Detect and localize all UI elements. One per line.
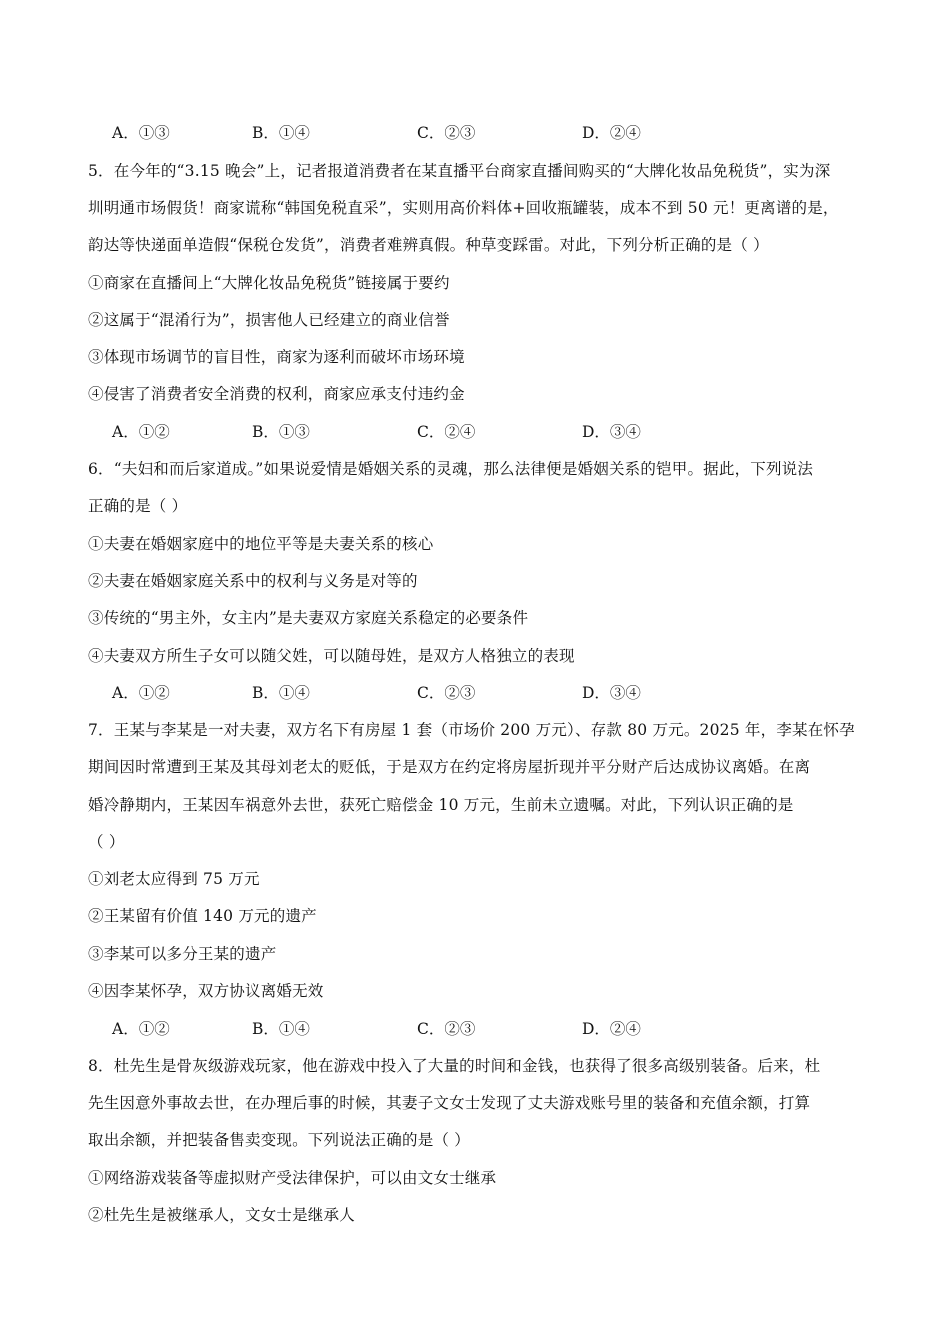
q8-statement-2: ②杜先生是被继承人，文女士是继承人	[88, 1206, 355, 1224]
q6-option-b: B．①④	[252, 684, 310, 702]
q7-options	[112, 1018, 812, 1040]
q4-option-d: D．②④	[582, 124, 641, 142]
q5-option-b: B．①③	[252, 423, 310, 441]
q7-option-d: D．②④	[582, 1020, 641, 1038]
q5-options	[112, 421, 812, 443]
q6-option-c: C．②③	[417, 684, 476, 702]
q7-option-b: B．①④	[252, 1020, 310, 1038]
q5-stem-line: 圳明通市场假货！商家谎称“韩国免税直采”，实则用高价料体+回收瓶罐装，成本不到 50 元！更离谱的是，	[88, 199, 839, 217]
q6-option-d: D．③④	[582, 684, 641, 702]
q6-stem-line: 6．“夫妇和而后家道成。”如果说爱情是婚姻关系的灵魂，那么法律便是婚姻关系的铠甲。据此，下列说法	[88, 460, 814, 478]
q6-option-a: A．①②	[112, 684, 170, 702]
q5-statement-4: ④侵害了消费者安全消费的权利，商家应承支付违约金	[88, 385, 465, 403]
q4-option-c: C．②③	[417, 124, 476, 142]
q5-statement-3: ③体现市场调节的盲目性，商家为逐利而破坏市场环境	[88, 348, 465, 366]
q6-statement-2: ②夫妻在婚姻家庭关系中的权利与义务是对等的	[88, 572, 418, 590]
q6-options	[112, 682, 812, 704]
q7-statement-3: ③李某可以多分王某的遗产	[88, 945, 277, 963]
q7-statement-2: ②王某留有价值 140 万元的遗产	[88, 907, 317, 925]
q7-option-c: C．②③	[417, 1020, 476, 1038]
q5-stem-line: 5．在今年的“3.15 晚会”上，记者报道消费者在某直播平台商家直播间购买的“大牌化妆品免税货”，实为深	[88, 162, 831, 180]
q5-stem-line: 韵达等快递面单造假“保税仓发货”，消费者难辨真假。种草变踩雷。对此，下列分析正确的是（ ）	[88, 236, 769, 254]
q7-answer-bracket: （ ）	[88, 833, 125, 851]
q5-statement-1: ①商家在直播间上“大牌化妆品免税货”链接属于要约	[88, 274, 450, 292]
q6-stem-line: 正确的是（ ）	[88, 497, 188, 515]
q8-statement-1: ①网络游戏装备等虚拟财产受法律保护，可以由文女士继承	[88, 1169, 497, 1187]
q8-stem-line: 取出余额，并把装备售卖变现。下列说法正确的是（ ）	[88, 1131, 470, 1149]
q4-options	[112, 122, 812, 144]
q5-statement-2: ②这属于“混淆行为”，损害他人已经建立的商业信誉	[88, 311, 450, 329]
q7-stem-line: 婚冷静期内，王某因车祸意外去世，获死亡赔偿金 10 万元，生前未立遗嘱。对此，下列认识正确的是	[88, 796, 794, 814]
q5-option-a: A．①②	[112, 423, 170, 441]
q5-option-c: C．②④	[417, 423, 476, 441]
q5-option-d: D．③④	[582, 423, 641, 441]
q8-stem-line: 8．杜先生是骨灰级游戏玩家，他在游戏中投入了大量的时间和金钱，也获得了很多高级别装备。后来，杜	[88, 1057, 821, 1075]
q6-statement-4: ④夫妻双方所生子女可以随父姓，可以随母姓，是双方人格独立的表现	[88, 647, 575, 665]
q6-statement-1: ①夫妻在婚姻家庭中的地位平等是夫妻关系的核心	[88, 535, 434, 553]
q6-statement-3: ③传统的“男主外，女主内”是夫妻双方家庭关系稳定的必要条件	[88, 609, 529, 627]
q7-statement-1: ①刘老太应得到 75 万元	[88, 870, 260, 888]
q4-option-b: B．①④	[252, 124, 310, 142]
q8-stem-line: 先生因意外事故去世，在办理后事的时候，其妻子文女士发现了丈夫游戏账号里的装备和充值余额，打算	[88, 1094, 811, 1112]
q7-option-a: A．①②	[112, 1020, 170, 1038]
q4-option-a: A．①③	[112, 124, 170, 142]
q7-stem-line: 期间因时常遭到王某及其母刘老太的贬低，于是双方在约定将房屋折现并平分财产后达成协议离婚。在离	[88, 758, 811, 776]
q7-stem-line: 7．王某与李某是一对夫妻，双方名下有房屋 1 套（市场价 200 万元）、存款 80 万元。2025 年，李某在怀孕	[88, 721, 855, 739]
q7-statement-4: ④因李某怀孕，双方协议离婚无效	[88, 982, 324, 1000]
